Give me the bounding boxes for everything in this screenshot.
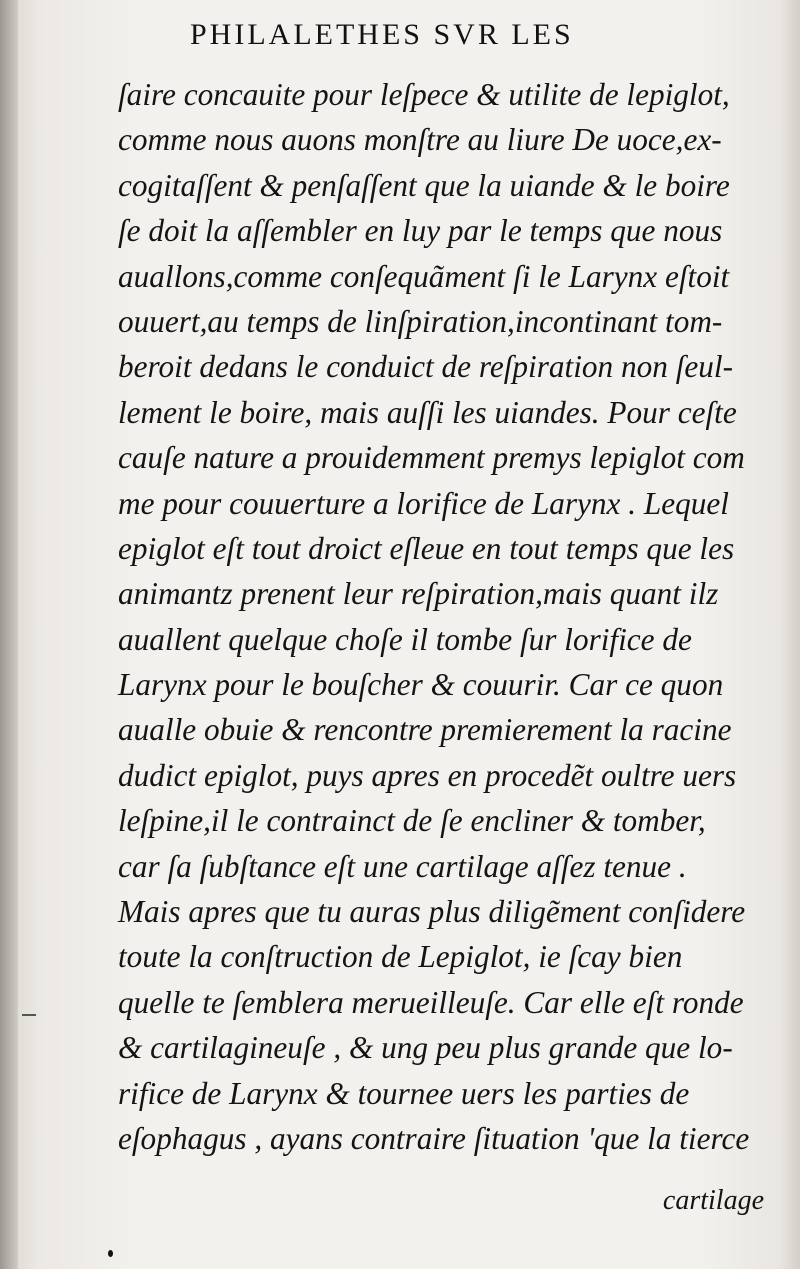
body-text — [118, 72, 778, 1161]
text-line: ſaire concauite pour leſpece & utilite de lepiglot, — [118, 77, 730, 112]
margin-mark — [22, 1014, 36, 1016]
text-line: car ſa ſubſtance eſt une cartilage aſſez tenue . — [118, 848, 687, 884]
text-line: Larynx pour le bouſcher & couurir. Car ce quon — [118, 667, 724, 703]
text-line: & cartilagineuſe , & ung peu plus grande que lo- — [118, 1030, 733, 1066]
text-line: epiglot eſt tout droict eſleue en tout temps que les — [118, 530, 735, 566]
text-line: ouuert,au temps de linſpiration,incontinant tom- — [118, 303, 723, 339]
ink-speck — [108, 1250, 113, 1257]
text-line: ſe doit la aſſembler en luy par le temps que nous — [118, 213, 723, 249]
text-line: aualle obuie & rencontre premierement la racine — [118, 712, 732, 748]
text-line: auallons,comme conſequãment ſi le Larynx eſtoit — [118, 258, 730, 294]
text-line: me pour couuerture a lorifice de Larynx . Lequel — [118, 485, 729, 521]
text-line: rifice de Larynx & tournee uers les parties de — [118, 1075, 690, 1111]
text-line: cauſe nature a prouidemment premys lepiglot com — [118, 440, 745, 476]
text-line: toute la conſtruction de Lepiglot, ie ſcay bien — [118, 939, 683, 975]
text-line: dudict epiglot, puys apres en procedẽt oultre uers — [118, 757, 737, 793]
text-line: cogitaſſent & penſaſſent que la uiande & le boire — [118, 167, 730, 203]
running-title: PHILALETHES SVR LES — [190, 18, 574, 51]
text-line: comme nous auons monſtre au liure De uoce,ex- — [118, 122, 722, 158]
text-line: eſophagus , ayans contraire ſituation 'que la tierce — [118, 1120, 750, 1156]
catchword: cartilage — [662, 1185, 764, 1216]
text-line: auallent quelque choſe il tombe ſur lorifice de — [118, 621, 692, 657]
text-line: Mais apres que tu auras plus diligẽment conſidere — [118, 894, 746, 930]
text-line: leſpine,il le contrainct de ſe encliner & tomber, — [118, 803, 706, 839]
text-line: lement le boire, mais auſſi les uiandes. Pour ceſte — [118, 394, 737, 430]
page-gutter-shadow — [0, 0, 18, 1269]
text-line: beroit dedans le conduict de reſpiration non ſeul- — [118, 349, 733, 385]
text-line: quelle te ſemblera merueilleuſe. Car elle eſt ronde — [118, 984, 744, 1020]
text-line: animantz prenent leur reſpiration,mais quant ilz — [118, 576, 719, 612]
